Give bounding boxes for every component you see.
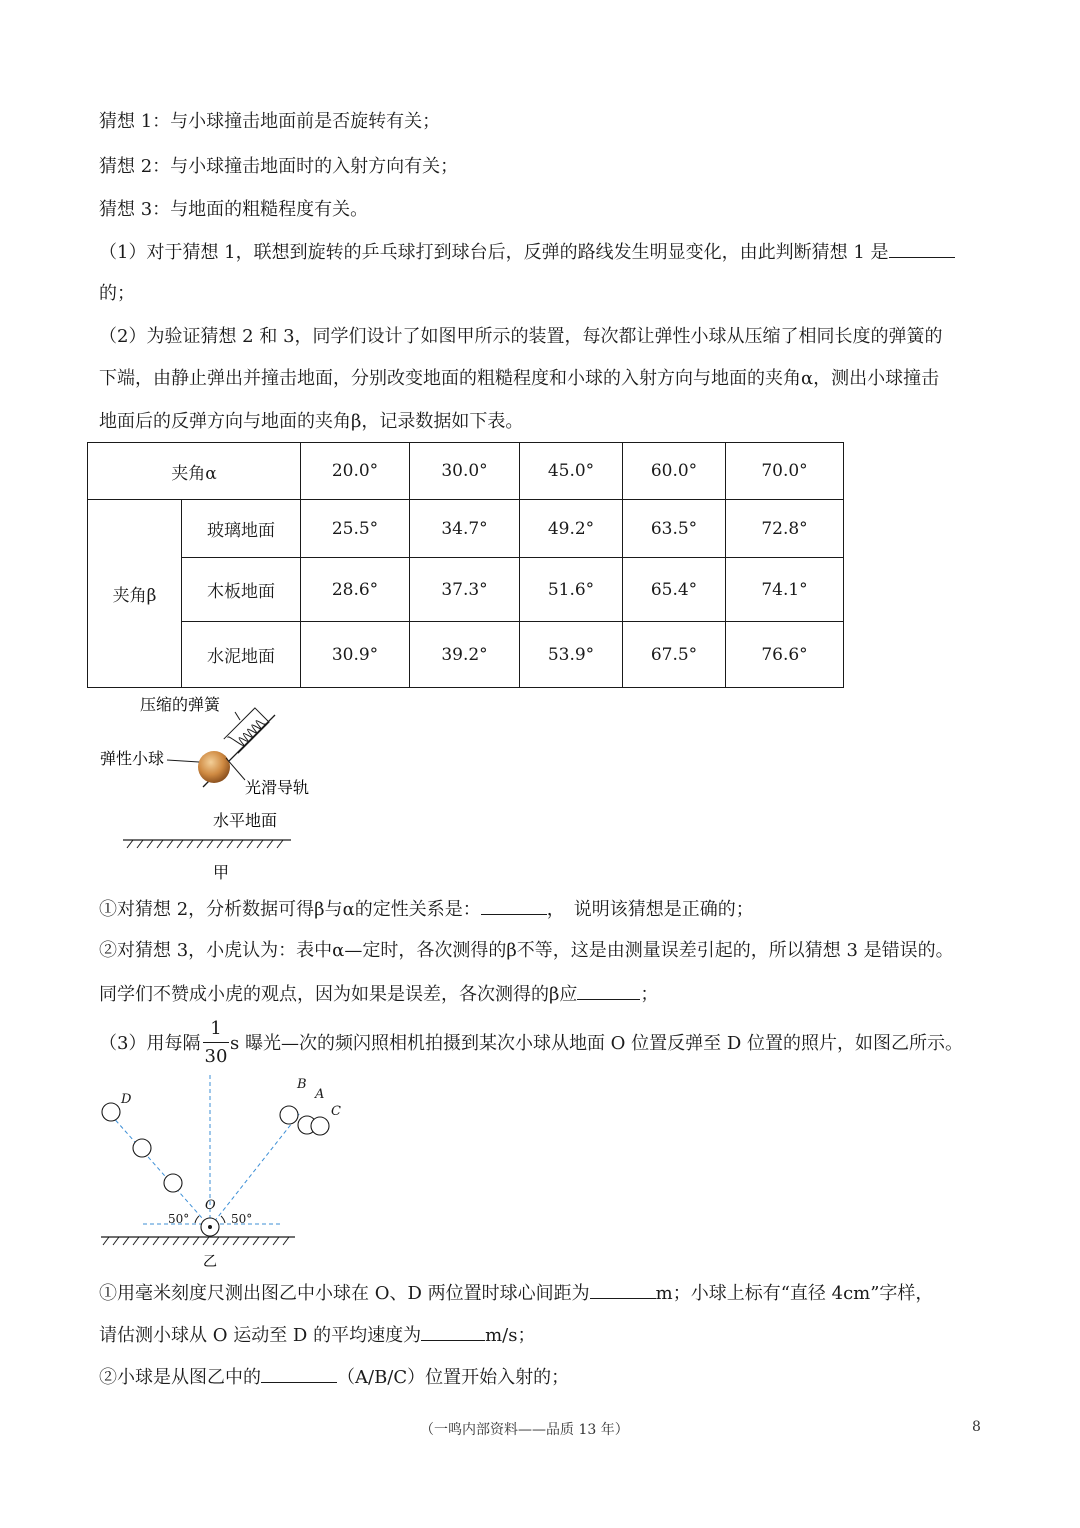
hypothesis-2: 猜想 2：与小球撞击地面时的入射方向有关；	[99, 156, 459, 177]
beta-value: 51.6°	[520, 558, 623, 622]
alpha-value: 20.0°	[301, 443, 410, 500]
angle-arc-left	[195, 1216, 199, 1223]
ball-B-icon	[280, 1106, 298, 1124]
q3-sub1-line1	[99, 1282, 933, 1305]
alpha-value: 30.0°	[410, 443, 520, 500]
answer-blank-q1[interactable]	[889, 241, 955, 258]
q3-sub2-text: ②小球是从图乙中的	[99, 1367, 261, 1388]
table-row	[88, 500, 844, 558]
q3-sub1-line2	[99, 1324, 535, 1347]
q3-suffix: s 曝光—次的频闪照相机拍摄到某次小球从地面 O 位置反弹至 D 位置的照片，如图乙所示。	[230, 1033, 964, 1054]
page-number: 8	[972, 1419, 981, 1435]
reflect-path	[111, 1115, 210, 1227]
beta-value: 30.9°	[301, 622, 410, 688]
q2-sub2-text: 同学们不赞成小虎的观点，因为如果是误差，各次测得的β应	[99, 984, 578, 1005]
q2-sub2-tail: ；	[640, 984, 659, 1005]
surface-label: 玻璃地面	[182, 500, 301, 558]
alpha-value: 70.0°	[726, 443, 844, 500]
footer-center: （一鸣内部资料——品质 13 年）	[420, 1422, 629, 1438]
table-row	[88, 558, 844, 622]
spring-label: 压缩的弹簧	[140, 695, 221, 714]
q1-text: （1）对于猜想 1，联想到旋转的乒乓球打到球台后，反弹的路线发生明显变化，由此判断猜想 1 是	[99, 242, 889, 263]
compressed-spring	[224, 708, 269, 753]
beta-value: 63.5°	[623, 500, 726, 558]
beta-value: 39.2°	[410, 622, 520, 688]
label-D: D	[121, 1092, 132, 1107]
answer-blank-q2-2[interactable]	[577, 983, 640, 1000]
beta-value: 67.5°	[623, 622, 726, 688]
answer-blank-q2-1[interactable]	[481, 898, 547, 915]
ground-label: 水平地面	[213, 811, 278, 830]
beta-value: 49.2°	[520, 500, 623, 558]
q3-sub1-line2-text: 请估测小球从 O 运动至 D 的平均速度为	[99, 1325, 422, 1346]
beta-value: 53.9°	[520, 622, 623, 688]
surface-label: 水泥地面	[182, 622, 301, 688]
beta-value: 74.1°	[726, 558, 844, 622]
incident-path	[210, 1113, 300, 1227]
angle-left: 50°	[168, 1212, 190, 1226]
hypothesis-3: 猜想 3：与地面的粗糙程度有关。	[99, 199, 369, 220]
label-C: C	[331, 1104, 341, 1119]
answer-blank-q3-speed[interactable]	[421, 1324, 485, 1341]
fraction-numerator: 1	[210, 1018, 222, 1039]
q3-sub1-text: ①用毫米刻度尺测出图乙中小球在 O、D 两位置时球心间距为	[99, 1283, 590, 1304]
q2-line2: 下端，由静止弹出并撞击地面，分别改变地面的粗糙程度和小球的入射方向与地面的夹角α，测出小球撞击	[99, 368, 940, 389]
q3-sub1-line2-tail: m/s；	[485, 1325, 536, 1346]
ball-icon	[164, 1174, 182, 1192]
label-A: A	[315, 1087, 325, 1102]
beta-value: 72.8°	[726, 500, 844, 558]
ball-label-leader	[167, 760, 199, 762]
q2-line3: 地面后的反弹方向与地面的夹角β，记录数据如下表。	[99, 411, 524, 432]
elastic-ball-icon	[198, 751, 230, 783]
beta-value: 28.6°	[301, 558, 410, 622]
fraction-denominator: 30	[204, 1046, 228, 1067]
beta-value: 37.3°	[410, 558, 520, 622]
q2-sub2-line2	[99, 983, 658, 1006]
angle-arc-right	[221, 1216, 225, 1223]
beta-value: 25.5°	[301, 500, 410, 558]
fraction-bar	[203, 1042, 229, 1043]
table-row	[88, 622, 844, 688]
ground-hatch	[103, 1237, 289, 1245]
beta-value: 65.4°	[623, 558, 726, 622]
surface-label: 木板地面	[182, 558, 301, 622]
q1-line1	[99, 241, 955, 264]
ball-icon	[133, 1139, 151, 1157]
q2-sub1-text: ①对猜想 2，分析数据可得β与α的定性关系是：	[99, 899, 481, 920]
spring-label-leader	[235, 712, 240, 720]
q3-sub2-tail: （A/B/C）位置开始入射的；	[337, 1367, 570, 1388]
beta-header: 夹角β	[88, 500, 182, 688]
figure-yi	[95, 1075, 341, 1275]
ball-label: 弹性小球	[100, 749, 165, 768]
figure-yi-caption: 乙	[203, 1254, 217, 1270]
q2-sub1	[99, 898, 754, 921]
ground-hatch	[127, 840, 283, 848]
ball-C-icon	[311, 1117, 329, 1135]
answer-blank-q3-distance[interactable]	[590, 1282, 656, 1299]
q3-prefix: （3）用每隔	[99, 1033, 201, 1054]
beta-value: 76.6°	[726, 622, 844, 688]
beta-value: 34.7°	[410, 500, 520, 558]
hypothesis-1: 猜想 1：与小球撞击地面前是否旋转有关；	[99, 111, 441, 132]
figure-jia	[95, 690, 335, 885]
rail-label: 光滑导轨	[245, 778, 310, 797]
q2-sub1-tail: ， 说明该猜想是正确的；	[546, 899, 754, 920]
fraction	[203, 1018, 229, 1067]
q3-sub2	[99, 1366, 569, 1389]
q3-sub1-tail: m；小球上标有“直径 4cm”字样，	[655, 1283, 934, 1304]
label-B: B	[297, 1077, 307, 1092]
q1-line2: 的；	[99, 283, 135, 304]
alpha-value: 45.0°	[520, 443, 623, 500]
ball-O-center	[208, 1225, 212, 1229]
alpha-value: 60.0°	[623, 443, 726, 500]
label-O: O	[205, 1198, 216, 1213]
data-table	[87, 442, 844, 688]
q2-line1: （2）为验证猜想 2 和 3，同学们设计了如图甲所示的装置，每次都让弹性小球从压缩了相同长度的弹簧的	[99, 326, 943, 347]
alpha-header: 夹角α	[88, 443, 301, 500]
angle-right: 50°	[231, 1212, 253, 1226]
figure-jia-caption: 甲	[213, 863, 230, 882]
answer-blank-q3-position[interactable]	[261, 1366, 337, 1383]
q2-sub2-line1: ②对猜想 3，小虎认为：表中α—定时，各次测得的β不等，这是由测量误差引起的，所以猜想 3 是错误的。	[99, 940, 954, 961]
ball-D-icon	[102, 1103, 120, 1121]
